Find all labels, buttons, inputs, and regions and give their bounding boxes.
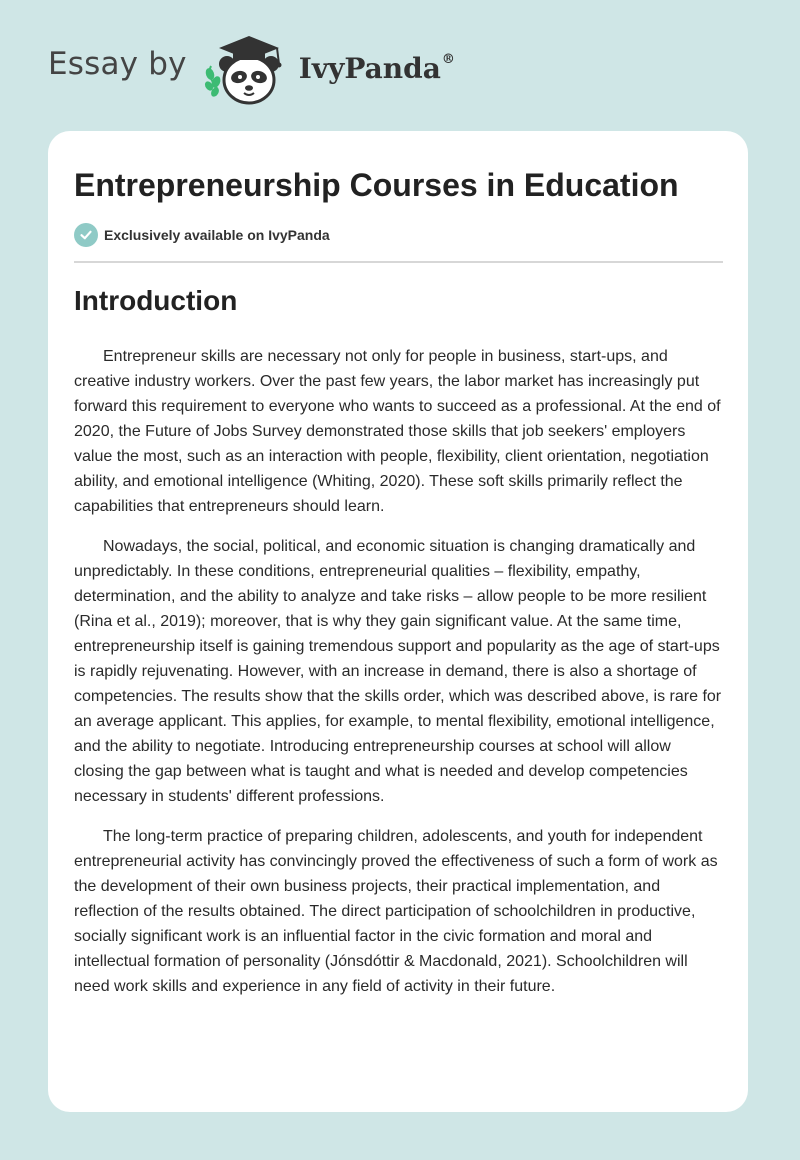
essay-title: Entrepreneurship Courses in Education xyxy=(74,167,679,203)
brand-header xyxy=(48,30,455,110)
essay-card xyxy=(48,131,748,1112)
panda-graduate-icon xyxy=(201,30,293,110)
paragraph: Entrepreneur skills are necessary not only for people in business, start-ups, and creative industry workers. Over the past few years, the labor market has increasingly put forward this requirement to everyone who wants to succeed as a professional. At the end of 2020, the Future of Jobs Survey demonstrated those skills that job seekers' employers value the most, such as an interaction with people, flexibility, client orientation, negotiation ability, and emotional intelligence (Whiting, 2020). These soft skills primarily reflect the capabilities that entrepreneurs should learn. xyxy=(74,348,721,515)
brand-prefix: Essay by xyxy=(48,46,187,82)
section-heading-introduction: Introduction xyxy=(74,285,238,316)
essay-body xyxy=(74,344,724,1014)
exclusive-badge xyxy=(74,223,330,247)
brand-name xyxy=(299,52,455,85)
title-divider xyxy=(74,261,723,263)
check-icon xyxy=(74,223,98,247)
exclusive-badge-label: Exclusively available on IvyPanda xyxy=(104,227,330,243)
paragraph: Nowadays, the social, political, and economic situation is changing dramatically and unpredictably. In these conditions, entrepreneurial qualities – flexibility, empathy, determination, and the ability to analyze and take risks – allow people to be more resilient (Rina et al., 2019); moreover, that is why they gain significant value. At the same time, entrepreneurship itself is gaining tremendous support and popularity as the age of start-ups is rapidly rejuvenating. However, with an increase in demand, there is also a shortage of competencies. The results show that the skills order, which was described above, is rare for an average applicant. This applies, for example, to mental flexibility, emotional intelligence, and the ability to negotiate. Introducing entrepreneurship courses at school will allow closing the gap between what is taught and what is needed and develop competencies necessary in students' different professions. xyxy=(74,538,722,805)
registered-mark: ® xyxy=(441,52,455,68)
paragraph: The long-term practice of preparing children, adolescents, and youth for independent entrepreneurial activity has convincingly proved the effectiveness of such a form of work as the development of their own business projects, their practical implementation, and reflection of the results obtained. The direct participation of schoolchildren in productive, socially significant work is an influential factor in the civic formation and moral and intellectual formation of personality (Jónsdóttir & Macdonald, 2021). Schoolchildren will need work skills and experience in any field of activity in their future. xyxy=(74,828,718,995)
brand-name-text: IvyPanda xyxy=(298,51,441,85)
